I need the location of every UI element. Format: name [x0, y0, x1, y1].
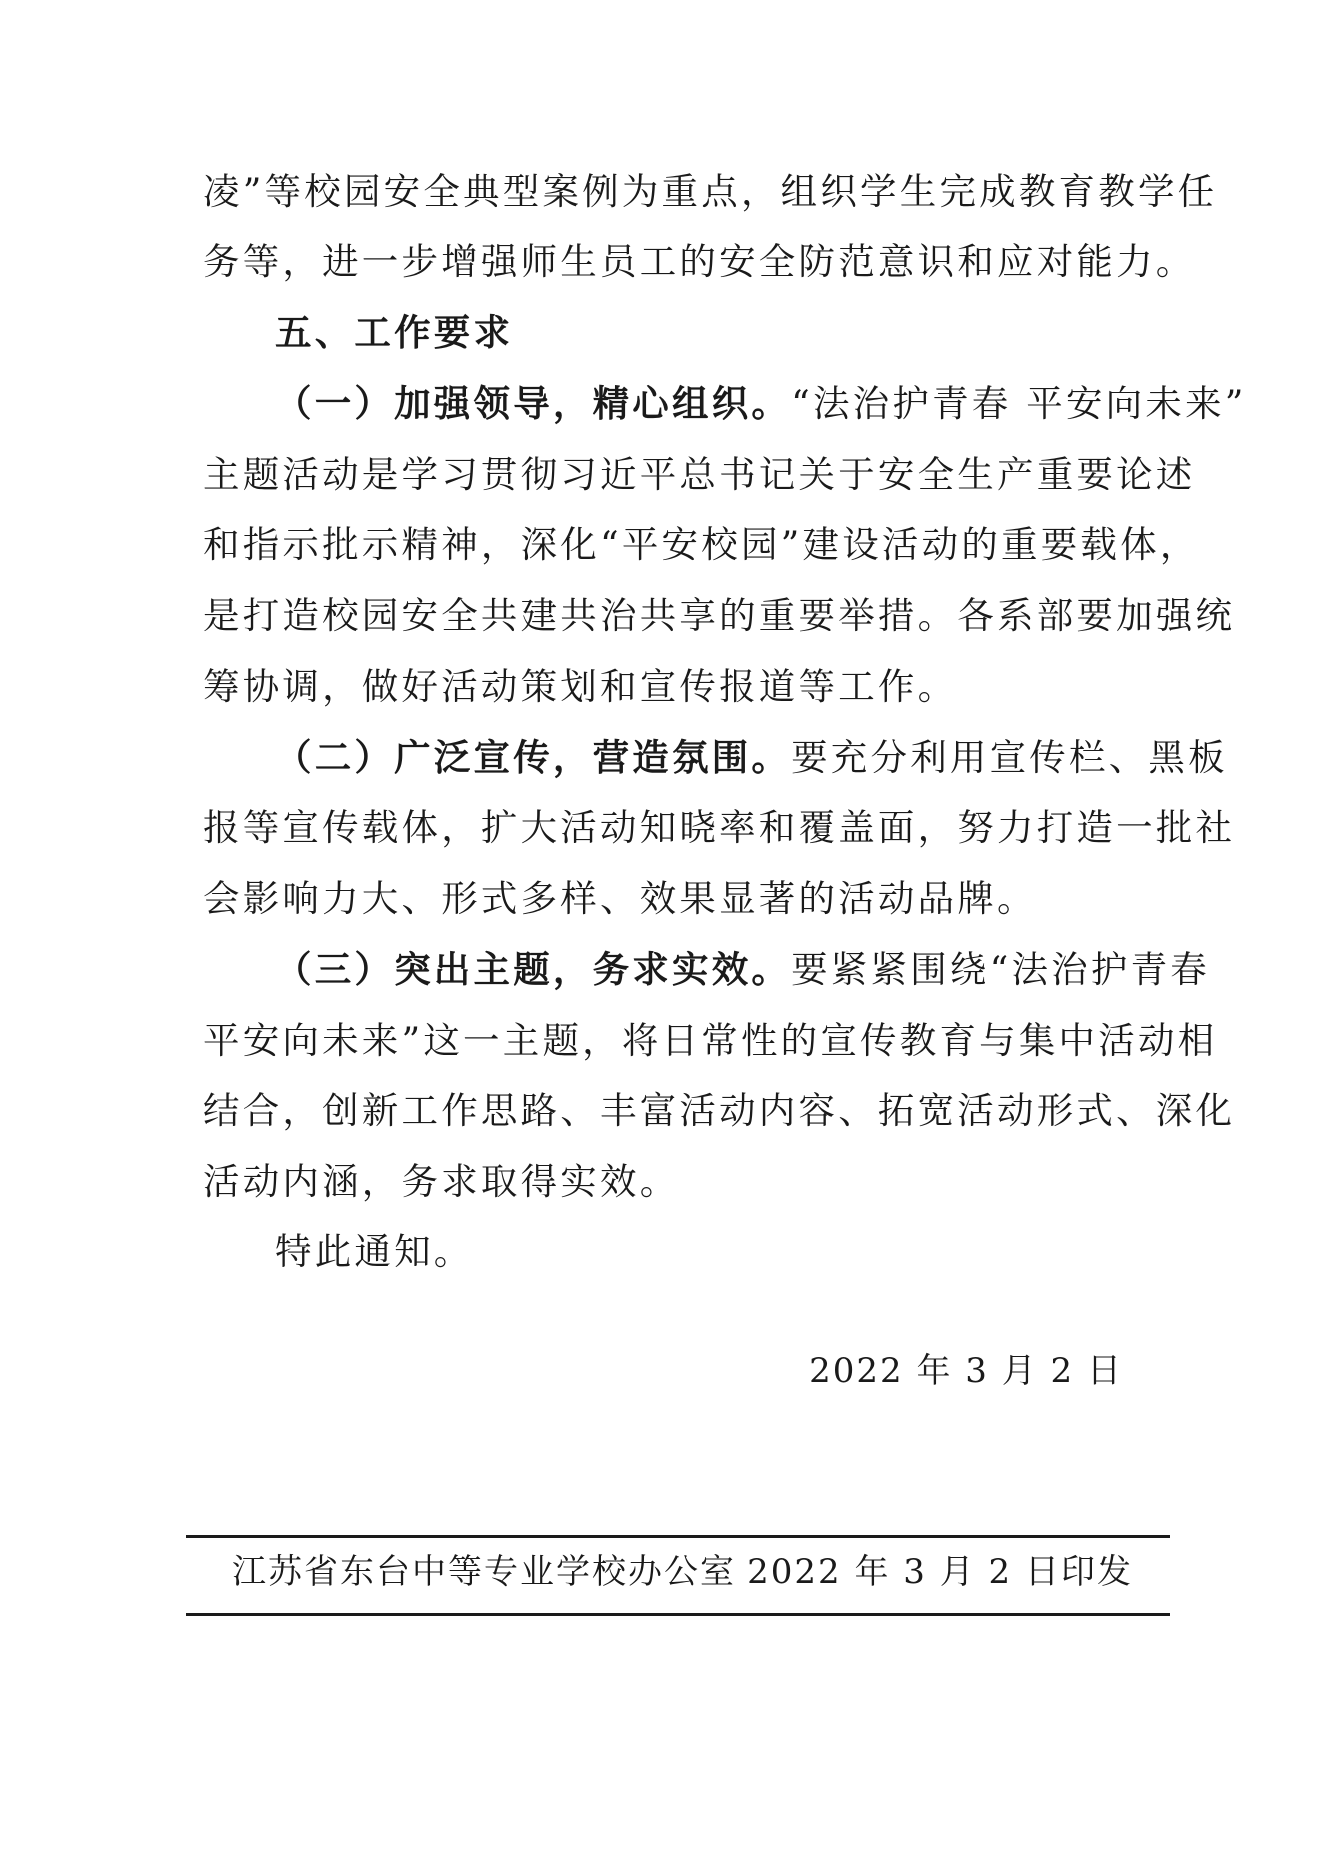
- section-heading: 五、工作要求: [275, 311, 514, 354]
- footer-issue-date: 2022 年 3 月 2 日印发: [747, 1552, 1133, 1592]
- body-line: 务等，进一步增强师生员工的安全防范意识和应对能力。: [203, 240, 1196, 283]
- body-line: 活动内涵，务求取得实效。: [203, 1160, 680, 1203]
- item-2-first-line: [275, 736, 1228, 780]
- body-line: 主题活动是学习贯彻习近平总书记关于安全生产重要论述: [203, 453, 1196, 496]
- item-1-first-line: [275, 382, 1247, 426]
- body-line: 会影响力大、形式多样、效果显著的活动品牌。: [203, 877, 1037, 920]
- item-1-heading: （一）加强领导，精心组织。: [275, 382, 792, 425]
- body-line: 是打造校园安全共建共治共享的重要举措。各系部要加强统: [203, 594, 1236, 637]
- item-3-heading: （三）突出主题，务求实效。: [275, 948, 792, 991]
- item-2-text: 要充分利用宣传栏、黑板: [791, 736, 1228, 779]
- body-line: 结合，创新工作思路、丰富活动内容、拓宽活动形式、深化: [203, 1089, 1236, 1132]
- body-line: 平安向未来”这一主题，将日常性的宣传教育与集中活动相: [203, 1019, 1218, 1062]
- body-line: 凌”等校园安全典型案例为重点，组织学生完成教育教学任: [203, 170, 1218, 213]
- item-1-text: “法治护青春 平安向未来”: [791, 382, 1247, 425]
- item-2-heading: （二）广泛宣传，营造氛围。: [275, 736, 792, 779]
- body-line: 报等宣传载体，扩大活动知晓率和覆盖面，努力打造一批社: [203, 806, 1236, 849]
- body-line: 和指示批示精神，深化“平安校园”建设活动的重要载体，: [203, 523, 1200, 566]
- closing-text: 特此通知。: [275, 1230, 474, 1273]
- item-3-text: 要紧紧围绕“法治护青春: [791, 948, 1210, 991]
- footer-bottom-rule: [186, 1613, 1170, 1616]
- body-line: 筹协调，做好活动策划和宣传报道等工作。: [203, 665, 958, 708]
- item-3-first-line: [275, 948, 1210, 992]
- signature-date: 2022 年 3 月 2 日: [809, 1351, 1123, 1391]
- footer-top-rule: [186, 1535, 1170, 1538]
- footer-issuer: 江苏省东台中等专业学校办公室: [232, 1552, 736, 1592]
